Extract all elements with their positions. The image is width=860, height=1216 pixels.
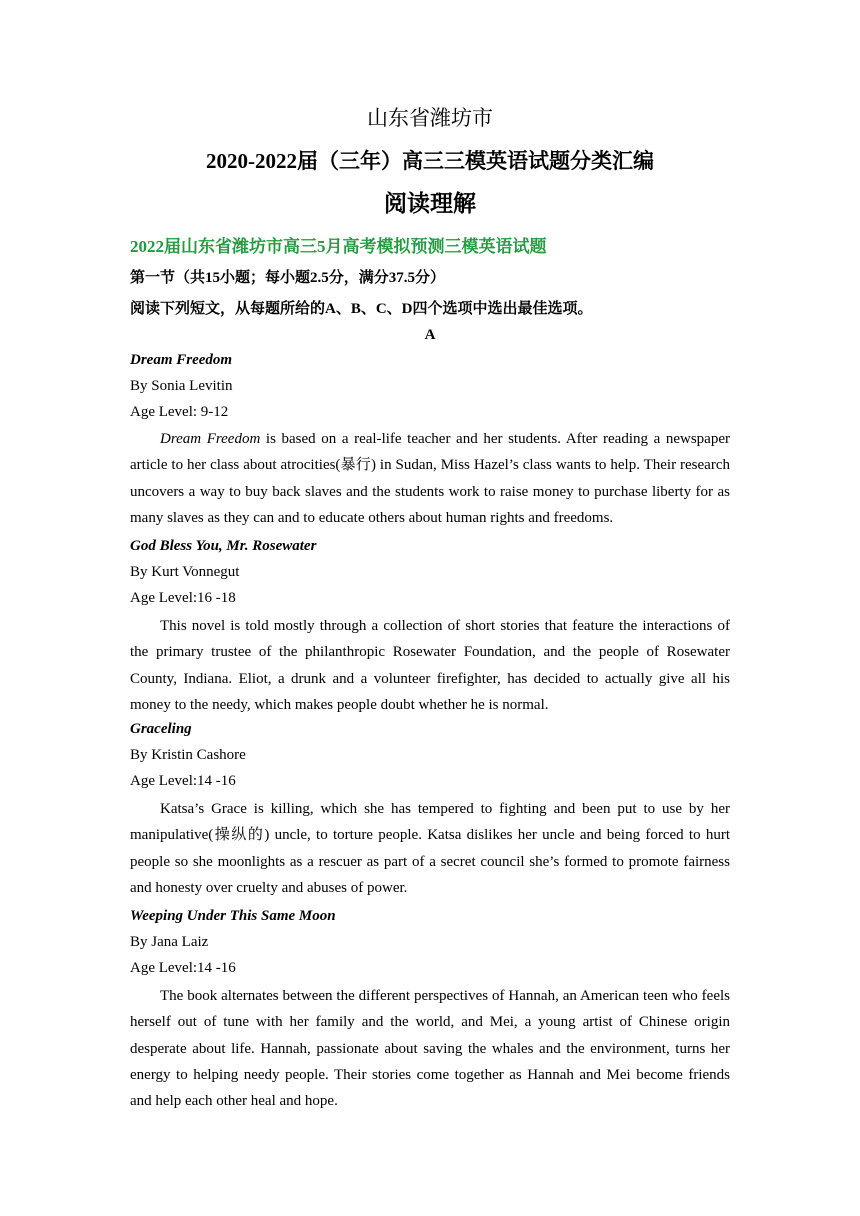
header-region: 山东省潍坊市 bbox=[367, 106, 493, 130]
header-series-title: 2020-2022届（三年）高三三模英语试题分类汇编 bbox=[206, 149, 654, 173]
section-info: 第一节（共15小题；每小题2.5分，满分37.5分） bbox=[130, 270, 446, 286]
book-title: Graceling bbox=[130, 721, 192, 737]
book-age-level: Age Level:14 -16 bbox=[130, 773, 236, 789]
book-title-inline: Dream Freedom bbox=[160, 431, 261, 447]
book-author: By Jana Laiz bbox=[130, 934, 209, 950]
book-author: By Kristin Cashore bbox=[130, 747, 246, 763]
exam-title: 2022届山东省潍坊市高三5月高考模拟预测三模英语试题 bbox=[130, 237, 547, 256]
header-topic: 阅读理解 bbox=[384, 191, 476, 216]
book-title: God Bless You, Mr. Rosewater bbox=[130, 538, 317, 554]
book-description: Dream Freedom is based on a real-life teacher and her students. After reading a newspaper article to her class about atrocities(暴行) in Sudan, Miss Hazel’s class wants to help. Their research uncovers a way to buy back slaves and the students work to raise money to purchase liberty for as many slaves as they can and to educate others about human rights and freedoms. bbox=[130, 431, 730, 526]
book-age-level: Age Level:16 -18 bbox=[130, 590, 236, 606]
book-description: Katsa’s Grace is killing, which she has tempered to fighting and been put to use by her manipulative(操纵的) uncle, to torture people. Katsa dislikes her uncle and being forced to hurt people so she moonlights as a rescuer as part of a secret council she’s formed to promote fairness and honesty over cruelty and abuses of power. bbox=[130, 801, 730, 896]
book-title: Dream Freedom bbox=[130, 352, 233, 368]
book-description: This novel is told mostly through a collection of short stories that feature the interactions of the primary trustee of the philanthropic Rosewater Foundation, and the people of Rosewater County, Indiana. Eliot, a drunk and a volunteer firefighter, has decided to actually give all his money to the needy, which makes people doubt whether he is normal. bbox=[130, 618, 730, 713]
passage-label: A bbox=[424, 327, 436, 343]
book-age-level: Age Level:14 -16 bbox=[130, 960, 236, 976]
book-author: By Kurt Vonnegut bbox=[130, 564, 240, 580]
instruction: 阅读下列短文，从每题所给的A、B、C、D四个选项中选出最佳选项。 bbox=[130, 301, 593, 317]
book-age-level: Age Level: 9-12 bbox=[130, 404, 229, 420]
book-title: Weeping Under This Same Moon bbox=[130, 908, 336, 924]
book-author: By Sonia Levitin bbox=[130, 378, 233, 394]
book-description: The book alternates between the different perspectives of Hannah, an American teen who feels herself out of tune with her family and the world, and Mei, a young artist of Chinese origin desperate about life. Hannah, passionate about saving the whales and the environment, turns her energy to helping needy people. Their stories come together as Hannah and Mei become friends and help each other heal and hope. bbox=[130, 988, 730, 1110]
